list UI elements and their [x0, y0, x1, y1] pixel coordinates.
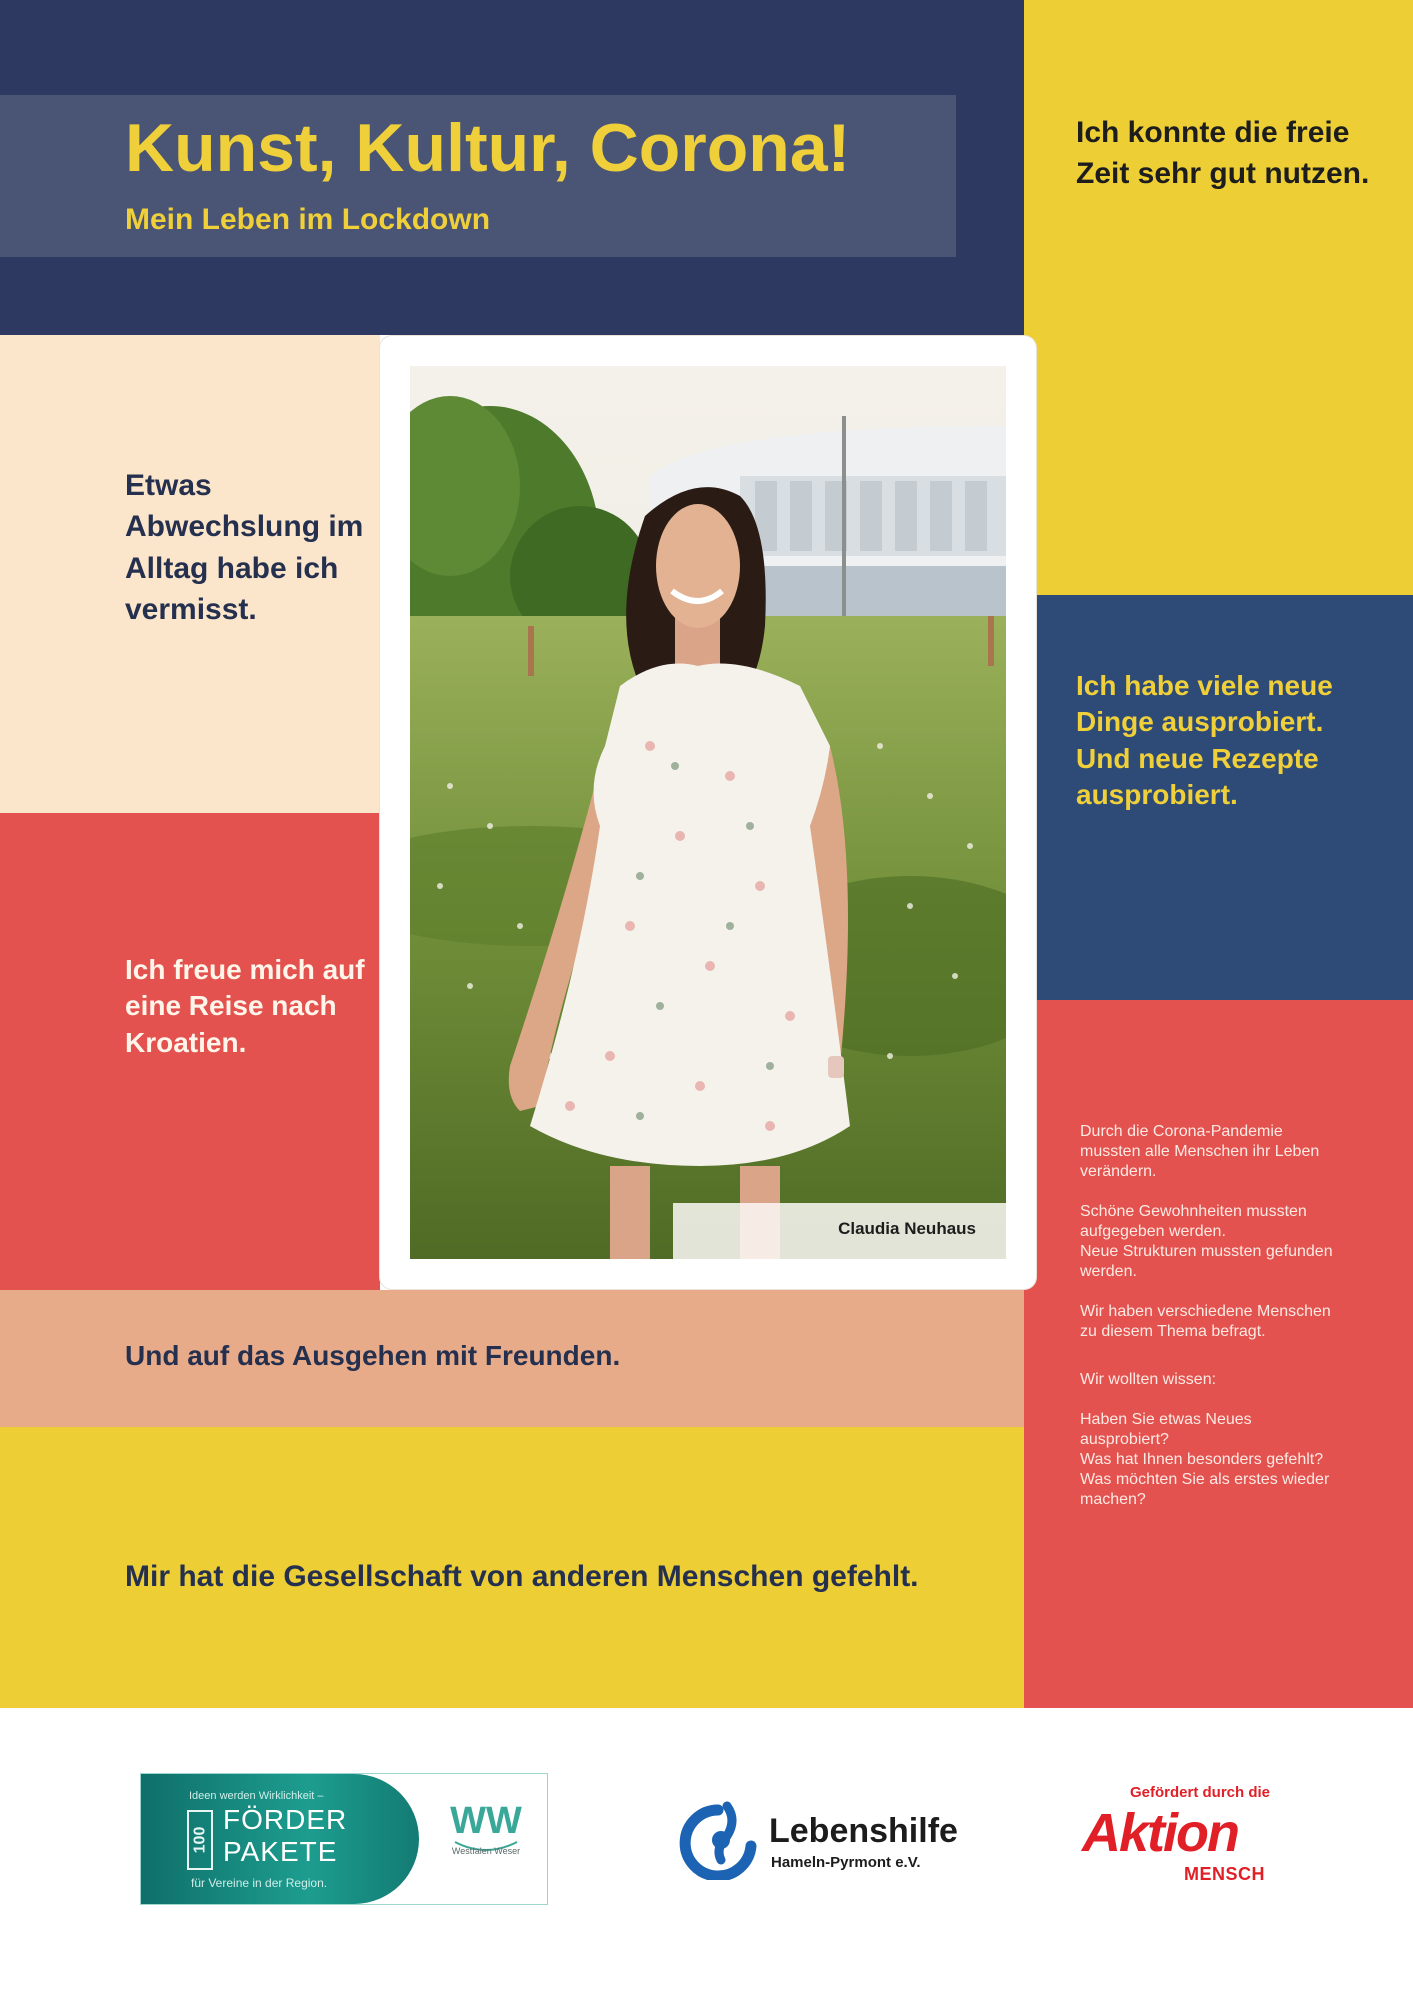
quote-variety: Etwas Abwechslung im Alltag habe ich vermisst. [125, 469, 364, 627]
info-question: Was hat Ihnen besonders gefehlt? [1080, 1451, 1324, 1468]
quote-going-out: Und auf das Ausgehen mit Freunden. [125, 1340, 621, 1371]
info-paragraph: Wir wollten wissen: [1080, 1371, 1217, 1388]
quote-travel: Ich freue mich auf eine Reise nach Kroatien. [125, 954, 365, 1058]
aktion-mensch-subword: MENSCH [1184, 1864, 1266, 1884]
foerderpakete-footer: für Vereine in der Region. [191, 1876, 328, 1890]
foerderpakete-badge [141, 1774, 419, 1904]
caption-box [673, 1203, 1006, 1259]
lebenshilfe-subtitle: Hameln-Pyrmont e.V. [771, 1854, 921, 1871]
photo-card [380, 336, 1036, 1289]
westfalen-weser-logo [441, 1802, 531, 1872]
quote-panel-free-time [1024, 0, 1413, 595]
info-paragraph: Schöne Gewohnheiten mussten aufgegeben werden. [1080, 1203, 1307, 1240]
info-paragraph: Durch die Corona-Pandemie mussten alle Menschen ihr Leben verändern. [1080, 1123, 1320, 1180]
aktion-mensch-wordmark: Aktion [1082, 1803, 1238, 1863]
foerderpakete-tagline: Ideen werden Wirklichkeit – [189, 1790, 324, 1802]
info-question: Was möchten Sie als erstes wieder machen? [1080, 1471, 1330, 1508]
page-subtitle: Mein Leben im Lockdown [125, 203, 491, 236]
aktion-mensch-tagline: Gefördert durch die [1130, 1784, 1271, 1801]
lebenshilfe-logo [675, 1800, 975, 1880]
foerderpakete-line2: PAKETE [223, 1836, 338, 1867]
foerderpakete-line1: FÖRDER [223, 1804, 348, 1835]
title-band [0, 95, 956, 257]
info-question: Haben Sie etwas Neues ausprobiert? [1080, 1411, 1252, 1448]
photo-caption: Claudia Neuhaus [838, 1219, 976, 1238]
lebenshilfe-name: Lebenshilfe [769, 1812, 958, 1850]
foerderpakete-number [187, 1810, 213, 1870]
portrait-photo [410, 366, 1006, 1259]
page-title: Kunst, Kultur, Corona! [125, 110, 851, 186]
quote-new-things: Ich habe viele neue Dinge ausprobiert. Und neue Rezepte ausprobiert. [1076, 670, 1333, 811]
quote-free-time: Ich konnte die freie Zeit sehr gut nutzen. [1076, 116, 1370, 191]
foerderpakete-logo [140, 1773, 548, 1905]
quote-company: Mir hat die Gesellschaft von anderen Menschen gefehlt. [125, 1560, 919, 1593]
info-text [1080, 1122, 1340, 1510]
info-paragraph: Wir haben verschiedene Menschen zu diesem Thema befragt. [1080, 1303, 1331, 1340]
aktion-mensch-logo [1070, 1784, 1290, 1894]
info-paragraph: Neue Strukturen mussten gefunden werden. [1080, 1243, 1333, 1280]
ww-caption: Westfalen Weser [451, 1846, 521, 1856]
portrait-illustration [410, 366, 1006, 1259]
ww-letters: WW [450, 1800, 522, 1842]
lebenshilfe-icon [675, 1800, 761, 1880]
foerderpakete-number-text: 100 [191, 1826, 209, 1854]
